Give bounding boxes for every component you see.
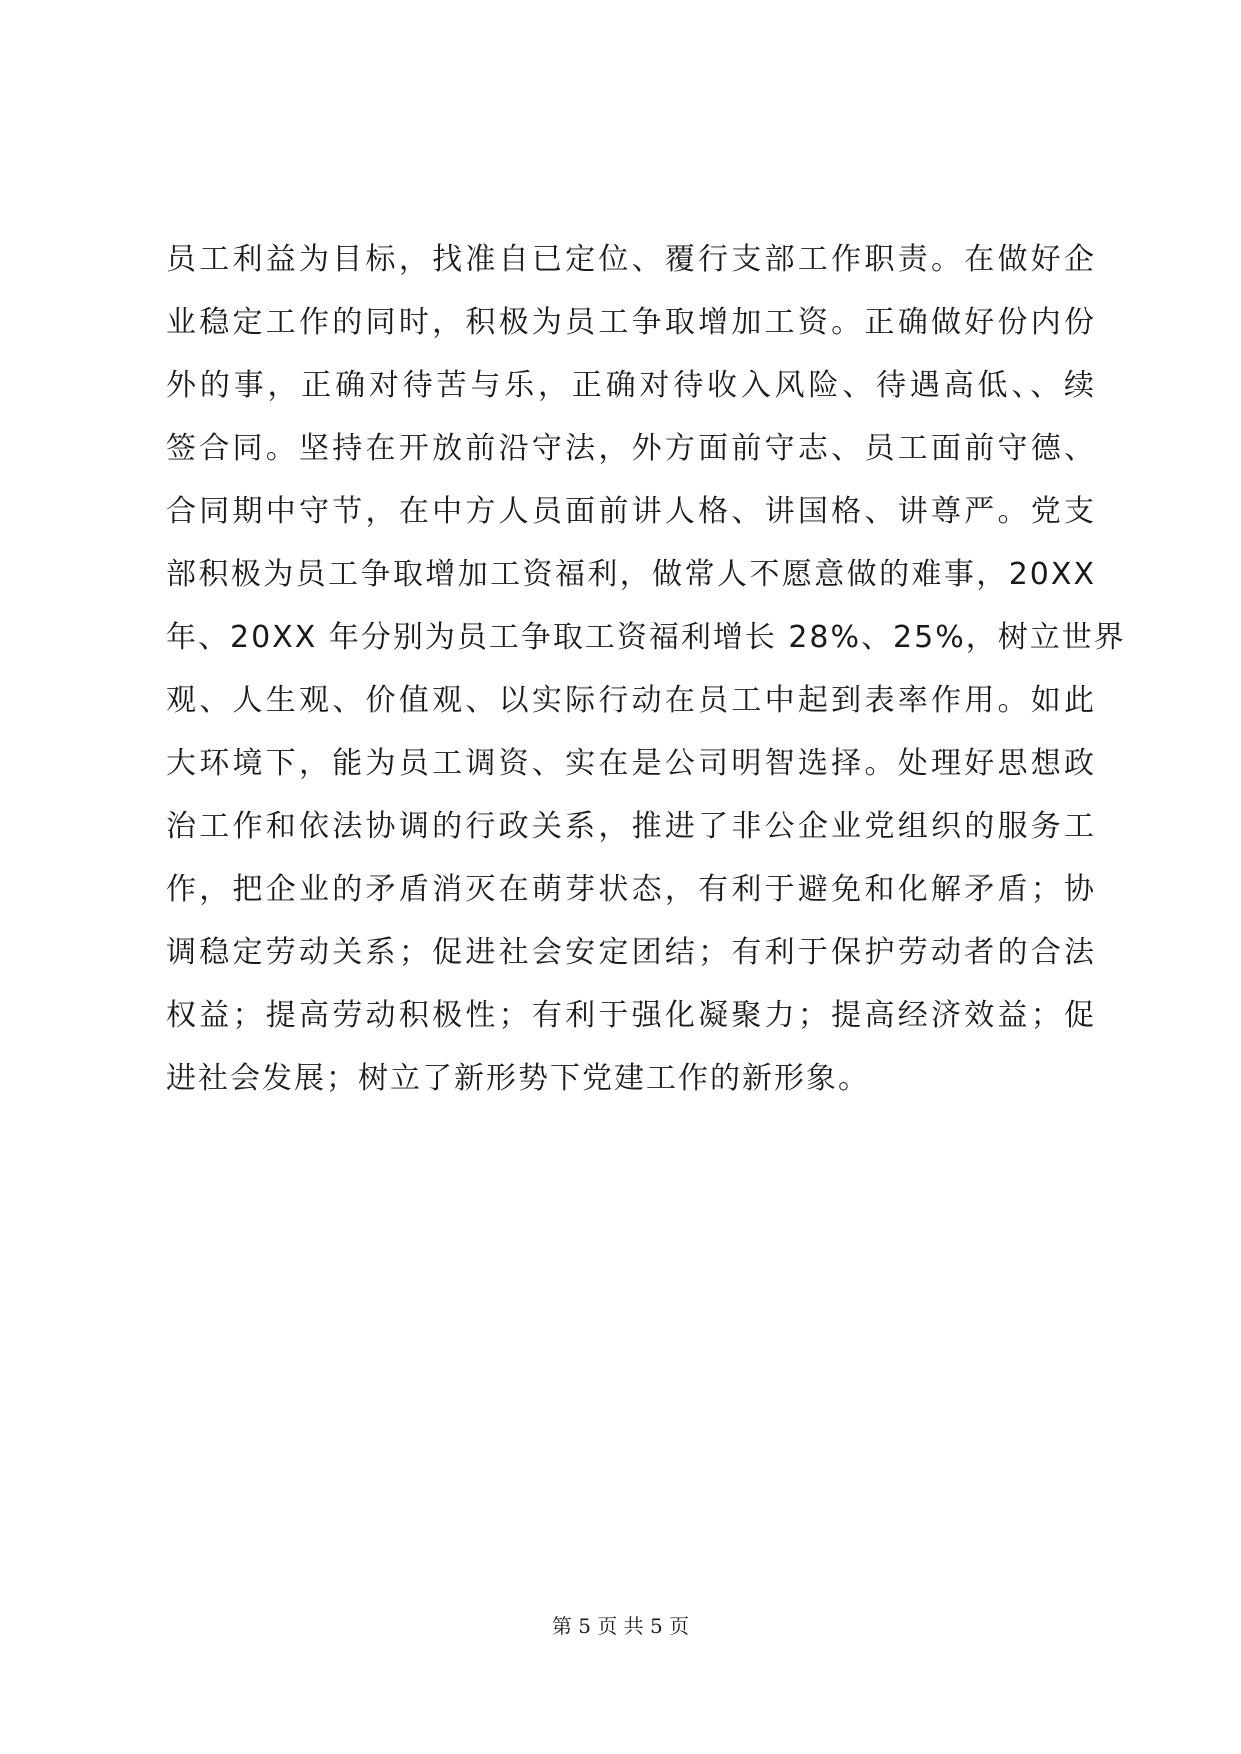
paragraph-line: 签合同。坚持在开放前沿守法，外方面前守志、员工面前守德、 bbox=[166, 431, 1096, 466]
body-paragraph bbox=[166, 228, 1126, 1110]
paragraph-line: 治工作和依法协调的行政关系，推进了非公企业党组织的服务工 bbox=[166, 809, 1096, 844]
paragraph-line: 外的事，正确对待苦与乐，正确对待收入风险、待遇高低、、续 bbox=[166, 368, 1096, 403]
paragraph-line: 进社会发展；树立了新形势下党建工作的新形象。 bbox=[166, 1061, 870, 1096]
paragraph-line: 大环境下，能为员工调资、实在是公司明智选择。处理好思想政 bbox=[166, 746, 1096, 781]
paragraph-line: 作，把企业的矛盾消灭在萌芽状态，有利于避免和化解矛盾；协 bbox=[166, 872, 1096, 907]
paragraph-line: 观、人生观、价值观、以实际行动在员工中起到表率作用。如此 bbox=[166, 683, 1096, 718]
paragraph-line: 调稳定劳动关系；促进社会安定团结；有利于保护劳动者的合法 bbox=[166, 935, 1096, 970]
paragraph-line: 合同期中守节，在中方人员面前讲人格、讲国格、讲尊严。党支 bbox=[166, 494, 1096, 529]
paragraph-line: 权益；提高劳动积极性；有利于强化凝聚力；提高经济效益；促 bbox=[166, 998, 1096, 1033]
paragraph-line: 部积极为员工争取增加工资福利，做常人不愿意做的难事，20XX bbox=[166, 557, 1096, 592]
paragraph-line: 年、20XX 年分别为员工争取工资福利增长 28%、25%，树立世界 bbox=[166, 620, 1126, 655]
paragraph-line: 员工利益为目标，找准自已定位、覆行支部工作职责。在做好企 bbox=[166, 242, 1096, 277]
page-number-footer: 第 5 页 共 5 页 bbox=[551, 1614, 690, 1638]
paragraph-line: 业稳定工作的同时，积极为员工争取增加工资。正确做好份内份 bbox=[166, 305, 1096, 340]
